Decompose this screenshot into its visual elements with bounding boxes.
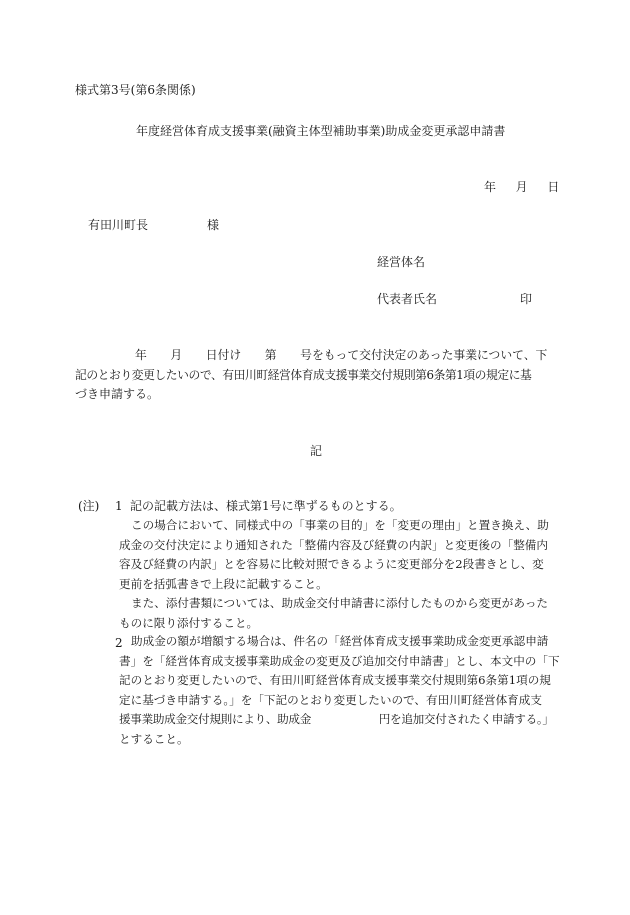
document-title: 年度経営体育成支援事業(融資主体型補助事業)助成金変更承認申請書 <box>136 124 506 138</box>
applicant-rep-label: 代表者氏名 <box>377 292 438 306</box>
note-1-text: 記の記載方法は、様式第1号に準ずるものとする。 <box>130 499 402 513</box>
note-1-p2-line: 成金の交付決定により通知された「整備内容及び経費の内訳」と変更後の「整備内 <box>119 537 548 552</box>
note-1-p3-line: ものに限り添付すること。 <box>119 615 259 630</box>
addressee-name: 有田川町長 <box>88 218 149 232</box>
addressee-honorific: 様 <box>207 218 220 232</box>
note-1-p2-line: この場合において、同様式中の「事業の目的」を「変更の理由」と置き換え、助 <box>131 518 549 532</box>
note-2-line: 助成金の額が増額する場合は、件名の「経営体育成支援事業助成金変更承認申請 <box>131 634 549 648</box>
note-1-paragraph-2 <box>119 516 555 594</box>
ki-heading: 記 <box>310 444 323 458</box>
note-2-line: 定に基づき申請する。」を「下記のとおり変更したいので、有田川町経営体育成支 <box>119 692 542 707</box>
note-1-p2-line: 容及び経費の内訳」とを容易に比較対照できるように変更部分を2段書きとし、変 <box>119 557 544 571</box>
note-2-line: とすること。 <box>119 731 189 746</box>
note-1-number: 1 <box>115 499 123 513</box>
body-line-3: づき申請する。 <box>75 387 160 401</box>
note-2-paragraph <box>119 632 559 749</box>
body-line-2: 記のとおり変更したいので、有田川町経営体育成支援事業交付規則第6条第1項の規定に基 <box>75 367 532 382</box>
date-day: 日 <box>547 180 560 194</box>
form-label: 様式第3号(第6条関係) <box>75 83 196 97</box>
note-2-number: 2 <box>115 636 123 650</box>
note-1-p2-line: 更前を括弧書きで上段に記載すること。 <box>119 576 328 591</box>
date-year: 年 <box>484 180 497 194</box>
body-line-1: 年 月 日付け 第 号をもって交付決定のあった事業について、下 <box>135 348 548 362</box>
note-2-line: 援事業助成金交付規則により、助成金 円を追加交付されたく申請する。」 <box>119 712 554 726</box>
body-paragraph <box>75 346 555 405</box>
note-1-p3-line: また、添付書類については、助成金交付申請書に添付したものから変更があった <box>131 596 549 610</box>
seal-mark: 印 <box>520 292 533 306</box>
date-line <box>484 181 559 193</box>
note-1-paragraph-3 <box>119 594 555 633</box>
applicant-org-label: 経営体名 <box>377 255 426 269</box>
note-2-line: 記のとおり変更したいので、有田川町経営体育成支援事業交付規則第6条第1項の規 <box>119 673 551 687</box>
note-2-line: 書」を「経営体育成支援事業助成金の変更及び追加交付申請書」とし、本文中の「下 <box>119 653 560 668</box>
notes-label: (注) <box>78 499 100 513</box>
date-month: 月 <box>515 180 528 194</box>
